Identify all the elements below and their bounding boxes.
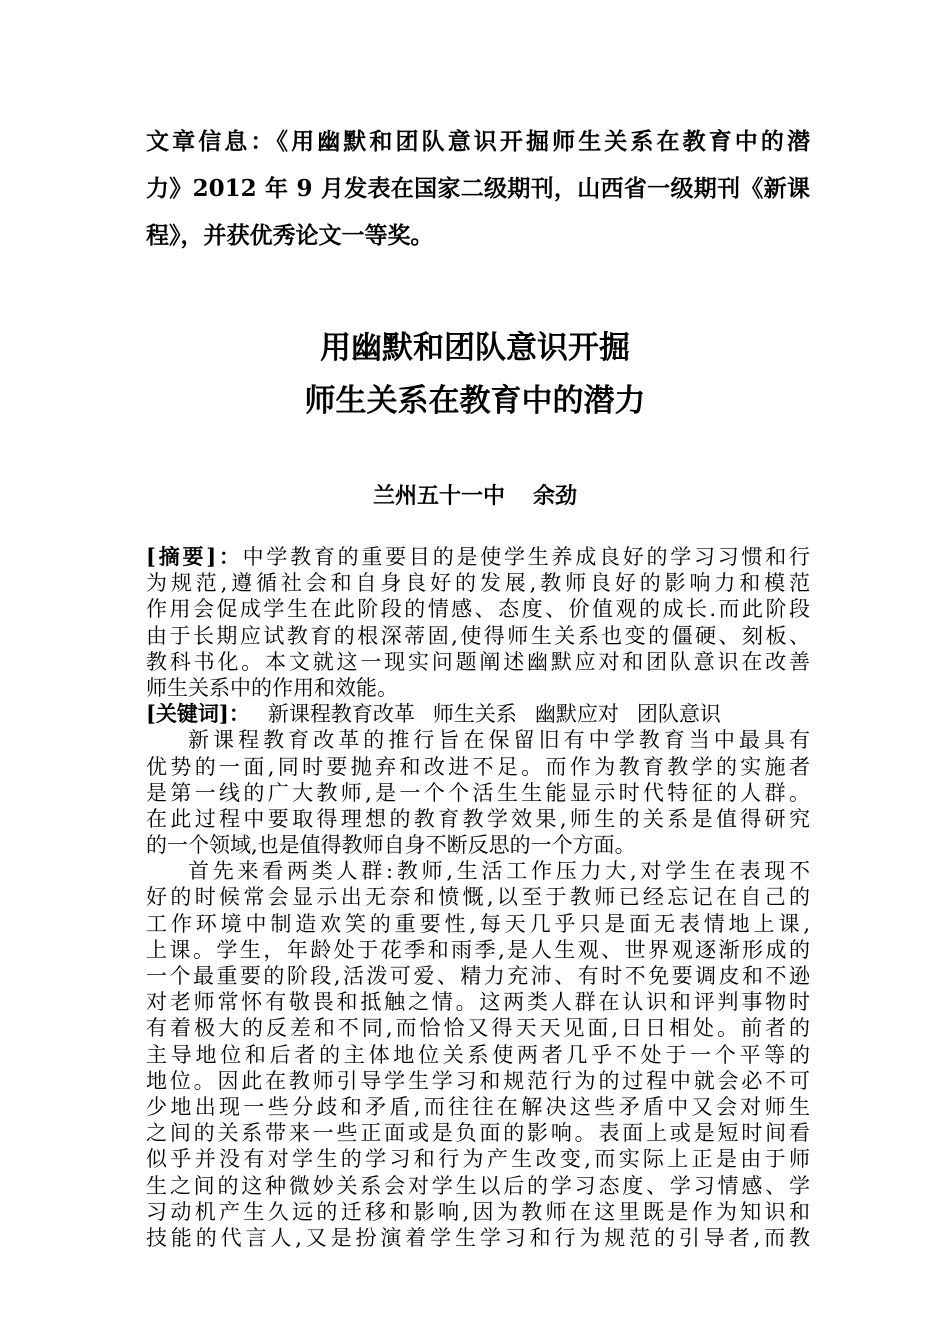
paragraph-line: 主导地位和后者的主体地位关系使两者几乎不处于一个平等的 <box>146 1042 810 1067</box>
abstract-line: 为规范,遵循社会和自身良好的发展,教师良好的影响力和模范 <box>146 571 810 596</box>
abstract-line: 作用会促成学生在此阶段的情感、态度、价值观的成长.而此阶段 <box>146 597 810 622</box>
abstract-text: 中学教育的重要目的是使学生养成良好的学习习惯和行 <box>242 545 811 569</box>
paragraph-line: 的一个领域,也是值得教师自身不断反思的一个方面。 <box>146 833 636 858</box>
article-info-line: 文章信息：《用幽默和团队意识开掘师生关系在教育中的潜 <box>146 128 810 155</box>
abstract-label: [摘要]： <box>146 544 243 569</box>
paragraph-line: 技能的代言人,又是扮演着学生学习和行为规范的引导者,而教 <box>146 1225 810 1250</box>
abstract-line: 教科书化。本文就这一现实问题阐述幽默应对和团队意识在改善 <box>146 649 810 674</box>
paragraph-line: 优势的一面,同时要抛弃和改进不足。而作为教育教学的实施者 <box>146 754 810 779</box>
paragraph-line: 地位。因此在教师引导学生学习和规范行为的过程中就会必不可 <box>146 1068 810 1093</box>
article-title <box>0 322 950 428</box>
abstract-line: 师生关系中的作用和效能。 <box>146 675 398 700</box>
paragraph-line: 首先来看两类人群:教师,生活工作压力大,对学生在表现不 <box>188 859 810 884</box>
paragraph-line: 一个最重要的阶段,活泼可爱、精力充沛、有时不免要调皮和不逊 <box>146 964 810 988</box>
paragraph-line: 上课。学生，年龄处于花季和雨季,是人生观、世界观逐渐形成的 <box>146 937 810 962</box>
author-school: 兰州五十一中 <box>372 483 505 509</box>
article-info-line: 程》，并获优秀论文一等奖。 <box>146 222 434 249</box>
article-info-line: 力》2012 年 9 月发表在国家二级期刊，山西省一级期刊《新课 <box>146 175 810 202</box>
paragraph-line: 有着极大的反差和不同,而恰恰又得天天见面,日日相处。前者的 <box>146 1016 810 1041</box>
keyword: 幽默应对 <box>534 702 619 727</box>
paragraph-line: 工作环境中制造欢笑的重要性,每天几乎只是面无表情地上课, <box>146 911 810 936</box>
paragraph-line: 习动机产生久远的迁移和影响,因为教师在这里既是作为知识和 <box>146 1199 810 1224</box>
paragraph-line: 似乎并没有对学生的学习和行为产生改变,而实际上正是由于师 <box>146 1147 810 1172</box>
abstract-line: 由于长期应试教育的根深蒂固,使得师生关系也变的僵硬、刻板、 <box>146 623 810 648</box>
keyword: 师生关系 <box>432 702 517 727</box>
keywords-line <box>146 701 810 727</box>
author-name: 余劲 <box>533 483 578 509</box>
keywords-label: [关键词]： <box>146 701 250 727</box>
paragraph-line: 之间的关系带来一些正面或是负面的影响。表面上或是短时间看 <box>146 1121 810 1146</box>
keyword: 新课程教育改革 <box>267 702 415 727</box>
paragraph-line: 少地出现一些分歧和矛盾,而往往在解决这些矛盾中又会对师生 <box>146 1094 810 1119</box>
title-line-2: 师生关系在教育中的潜力 <box>304 383 646 419</box>
paragraph-line: 在此过程中要取得理想的教育教学效果,师生的关系是值得研究 <box>146 806 810 831</box>
paragraph-line: 是第一线的广大教师,是一个个活生生能显示时代特征的人群。 <box>146 780 810 805</box>
paragraph-line: 生之间的这种微妙关系会对学生以后的学习态度、学习情感、学 <box>146 1173 810 1198</box>
paragraph-line: 好的时候常会显示出无奈和愤慨,以至于教师已经忘记在自己的 <box>146 885 810 910</box>
paragraph-line: 新课程教育改革的推行旨在保留旧有中学教育当中最具有 <box>188 728 810 753</box>
keyword: 团队意识 <box>636 702 721 727</box>
article-body <box>146 544 810 1251</box>
abstract-first-line <box>146 544 810 570</box>
title-line-1: 用幽默和团队意识开掘 <box>320 330 630 366</box>
author-line <box>0 481 950 511</box>
paragraph-line: 对老师常怀有敬畏和抵触之情。这两类人群在认识和评判事物时 <box>146 990 810 1015</box>
article-info <box>146 118 810 259</box>
